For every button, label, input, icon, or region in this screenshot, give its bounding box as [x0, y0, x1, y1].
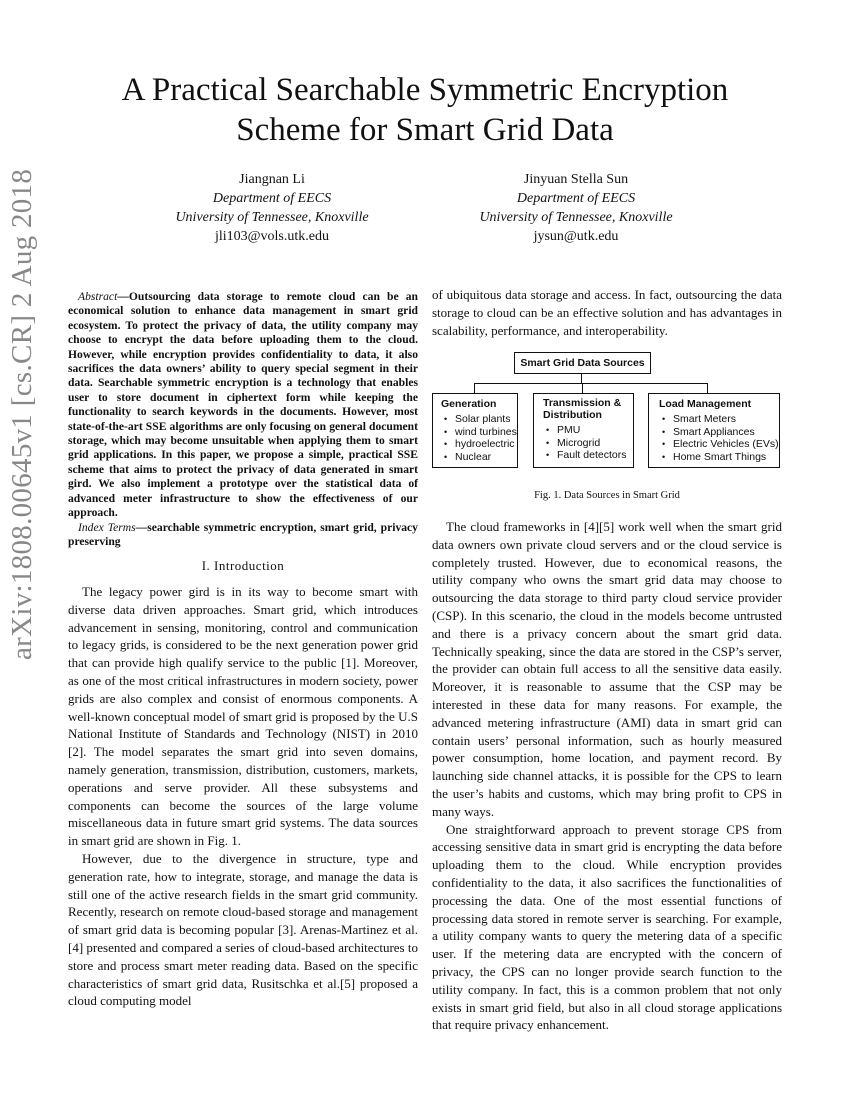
figure-box-generation: Generation • Solar plants • wind turbines • hydroelectric • Nuclear — [432, 393, 518, 468]
author-2: Jinyuan Stella Sun Department of EECS University of Tennessee, Knoxville jysun@utk.edu — [426, 170, 726, 246]
arxiv-stamp: arXiv:1808.00645v1 [cs.CR] 2 Aug 2018 — [6, 168, 38, 660]
paragraph: The cloud frameworks in [4][5] work well when the smart grid data owners own private cloud servers and or the cloud service is completely trusted. However, due to economical reasons, the utility company who owns the smart grid data may choose to outsourcing the data storage to third party cloud service provider (CSP). In this scenario, the cloud in the models become untrusted and there is a privacy concern about the smart grid data. Technically speaking, since the data are stored in the CSP’s server, the provider can obtain full access to all the sensitive data easily. Moreover, it is reasonable to assume that the CSP may be interested in these data for many reasons. For example, the advanced metering infrastructure (AMI) data in smart grid can contain users’ personal information, such as hourly measured power consumption, home location, and payment record. By launching side channel attacks, it is possible for the CPS to learn the user’s habits and customs, which may bring profit to CPS in many ways. — [432, 519, 782, 819]
left-column-body — [68, 583, 418, 1010]
right-column-top — [432, 286, 782, 339]
author-1: Jiangnan Li Department of EECS University of Tennessee, Knoxville jli103@vols.utk.edu — [122, 170, 422, 246]
figure-1-caption: Fig. 1. Data Sources in Smart Grid — [534, 490, 680, 501]
section-heading-introduction: I. Introduction — [201, 558, 285, 573]
paragraph: However, due to the divergence in structure, type and generation rate, how to integrate, storage, and manage the data is still one of the active research fields in the smart grid community. Recently, research on remote cloud-based storage and management of smart grid data is becoming popular [3]. Arenas-Martinez et al.[4] presented and compared a series of cloud-based architectures to store and process smart meter reading data. Based on the specific characteristics of smart grid data, Rusitschka et al.[5] proposed a cloud computing model — [68, 850, 418, 1009]
figure-box-load-management: Load Management • Smart Meters • Smart Appliances • Electric Vehicles (EVs) • Home Smart Things — [648, 393, 780, 468]
paragraph: The legacy power gird is in its way to become smart with diverse data driven approaches. Smart grid, which introduces advancement in sensing, monitoring, control and communication to legacy grids, is considered to be the next generation power grid that can provide high qualify service to the public [1]. Moreover, as one of the most critical infrastructures in modern society, power grids are also complex and consist of enormous components. A well-known conceptual model of smart grid is proposed by the U.S National Institute of Standards and Technology (NIST) in 2010 [2]. The model separates the smart grid into seven domains, namely generation, transmission, distribution, customers, markets, operations and serve provider. All these subsystems and components can become the sources of the large volume miscellaneous data in future smart grid systems. The data sources in smart grid are shown in Fig. 1. — [68, 584, 418, 849]
connector — [474, 383, 707, 384]
paper-title: A Practical Searchable Symmetric Encryption Scheme for Smart Grid Data — [121, 72, 729, 148]
author-2-email[interactable]: jysun@utk.edu — [533, 229, 619, 244]
figure-1 — [432, 352, 782, 487]
abstract: Abstract—Outsourcing data storage to remote cloud can be an economical solution to enhance data management in smart grid ecosystem. To protect the privacy of data, the utility company may choose to encrypt the data before uploading them to the cloud. However, while encryption provides confidentiality to data, it also sacrifices the data owners’ ability to query special segment in their data. Searchable symmetric encryption is a technology that enables user to store document in ciphertext form while keeping the functionality to search keywords in the documents. However, most state-of-the-art SSE algorithms are only focusing on general document storage, which may become unsuitable when applying them to smart grid applications. In this paper, we propose a simple, practical SSE scheme that aims to protect the privacy of data generated in smart gird. We also implement a prototype over the statistical data of advanced meter infrastructure to show the effectiveness of our approach. Index Terms—searchable symmetric encryption, smart grid, privacy preserving — [68, 290, 418, 548]
figure-box-transmission: Transmission & Distribution • PMU • Microgrid • Fault detectors — [533, 393, 634, 468]
author-1-email[interactable]: jli103@vols.utk.edu — [214, 229, 329, 244]
connector — [474, 383, 475, 393]
paragraph: One straightforward approach to prevent storage CPS from accessing sensitive data in smart grid is encrypting the data before uploading them to the cloud. While encryption provides confidentiality to the data, it also sacrifices the functionalities of processing the data. One of the most essential functions of processing data stored in remote server is searching. For example, a utility company wants to query the metering data of a specific user. If the metering data are encrypted with the concern of privacy, the CPS can no longer provide search function to the utility company. In fact, this is a common problem that not only exists in smart grid field, but also in all cloud storage applications that require privacy enhancement. — [432, 821, 782, 1033]
figure-root-box: Smart Grid Data Sources — [514, 352, 651, 374]
connector — [581, 373, 582, 383]
right-column-body — [432, 518, 782, 1034]
paragraph: of ubiquitous data storage and access. In fact, outsourcing the data storage to cloud can be an effective solution and has advantages in scalability, performance, and interoperability. — [432, 287, 782, 338]
connector — [707, 383, 708, 393]
connector — [582, 383, 583, 393]
